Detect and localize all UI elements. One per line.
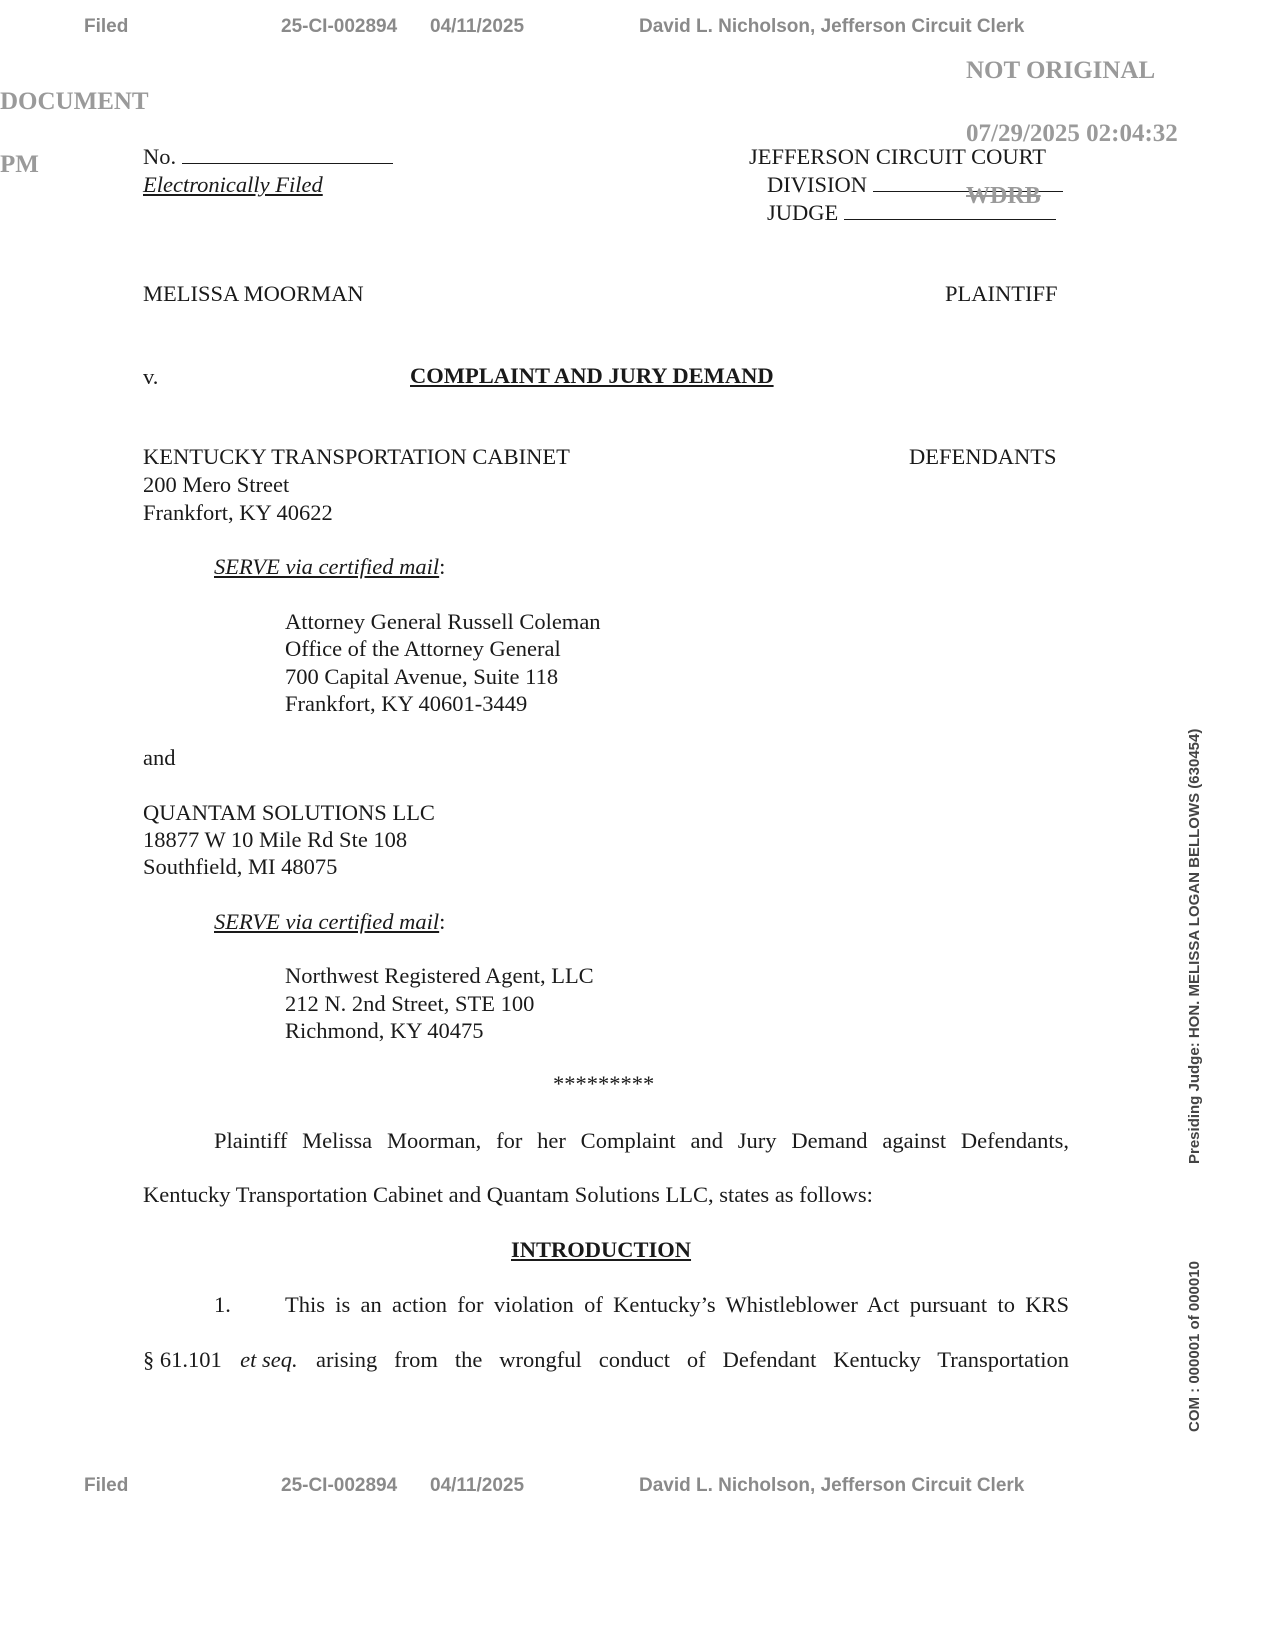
serve2-address-line1: Northwest Registered Agent, LLC (285, 963, 594, 988)
electronically-filed: Electronically Filed (143, 172, 323, 197)
defendant1-name: KENTUCKY TRANSPORTATION CABINET (143, 444, 570, 469)
serve2-label: SERVE via certified mail (214, 909, 440, 934)
defendant2-name: QUANTAM SOLUTIONS LLC (143, 800, 435, 825)
court-name: JEFFERSON CIRCUIT COURT (749, 144, 1047, 169)
document-title: COMPLAINT AND JURY DEMAND (410, 363, 774, 388)
stamp-timestamp: 07/29/2025 02:04:32 (966, 120, 1178, 147)
serve1-address-line1: Attorney General Russell Coleman (285, 609, 601, 634)
case-number-blank (182, 145, 393, 164)
defendant1-address-line1: 200 Mero Street (143, 472, 290, 497)
para1-line2-rest: arising from the wrongful conduct of Defendant Kentucky Transportation (315, 1347, 1069, 1372)
defendant2-address-line1: 18877 W 10 Mile Rd Ste 108 (143, 827, 408, 852)
footer-clerk: David L. Nicholson, Jefferson Circuit Clerk (639, 1475, 1025, 1496)
judge-blank (844, 201, 1056, 220)
header-date: 04/11/2025 (430, 16, 525, 37)
header-case-number: 25-CI-002894 (281, 16, 398, 37)
case-number-line (143, 143, 393, 171)
serve1-address-line4: Frankfort, KY 40601-3449 (285, 691, 528, 716)
division-label: DIVISION (767, 172, 867, 197)
stamp-document: DOCUMENT (0, 88, 149, 115)
presiding-judge-note: Presiding Judge: HON. MELISSA LOGAN BELLOWS (630454) (1186, 728, 1203, 1164)
intro-line1: Plaintiff Melissa Moorman, for her Complaint and Jury Demand against Defendants, (214, 1128, 1069, 1153)
defendant1-address-line2: Frankfort, KY 40622 (143, 500, 333, 525)
defendant2-address-line2: Southfield, MI 48075 (143, 854, 338, 879)
stamp-not-original: NOT ORIGINAL (966, 57, 1156, 84)
para1-line2-statute: § 61.101 (143, 1347, 222, 1372)
stamp-wdrb: WDRB (966, 183, 1041, 209)
separator: ********* (553, 1071, 655, 1096)
case-number-label: No. (143, 144, 177, 169)
serve1-address-line2: Office of the Attorney General (285, 636, 561, 661)
intro-line2: Kentucky Transportation Cabinet and Quantam Solutions LLC, states as follows: (143, 1182, 873, 1207)
plaintiff-label: PLAINTIFF (945, 281, 1058, 306)
header-filed: Filed (84, 16, 129, 37)
para1-line2-et-seq: et seq. (240, 1347, 298, 1372)
footer-date: 04/11/2025 (430, 1475, 525, 1496)
serve2-address-line3: Richmond, KY 40475 (285, 1018, 484, 1043)
para1-line1: This is an action for violation of Kentucky’s Whistleblower Act pursuant to KRS (285, 1292, 1069, 1317)
judge-label: JUDGE (767, 200, 839, 225)
serve1-label: SERVE via certified mail (214, 554, 440, 579)
header-clerk: David L. Nicholson, Jefferson Circuit Clerk (639, 16, 1025, 37)
stamp-pm: PM (0, 151, 39, 178)
para1-number: 1. (214, 1292, 231, 1317)
and-connector: and (143, 745, 176, 770)
section-heading: INTRODUCTION (511, 1237, 692, 1262)
plaintiff-name: MELISSA MOORMAN (143, 281, 364, 306)
page-count-note: COM : 000001 of 000010 (1186, 1261, 1203, 1432)
versus: v. (143, 364, 159, 389)
para1-line2 (143, 1346, 1069, 1374)
serve1-line: SERVE via certified mail: (214, 554, 446, 579)
serve2-address-line2: 212 N. 2nd Street, STE 100 (285, 991, 535, 1016)
defendants-label: DEFENDANTS (909, 444, 1057, 469)
footer-filed: Filed (84, 1475, 129, 1496)
serve1-address-line3: 700 Capital Avenue, Suite 118 (285, 664, 559, 689)
serve2-line: SERVE via certified mail: (214, 909, 446, 934)
judge-line (767, 199, 1056, 227)
footer-case-number: 25-CI-002894 (281, 1475, 398, 1496)
